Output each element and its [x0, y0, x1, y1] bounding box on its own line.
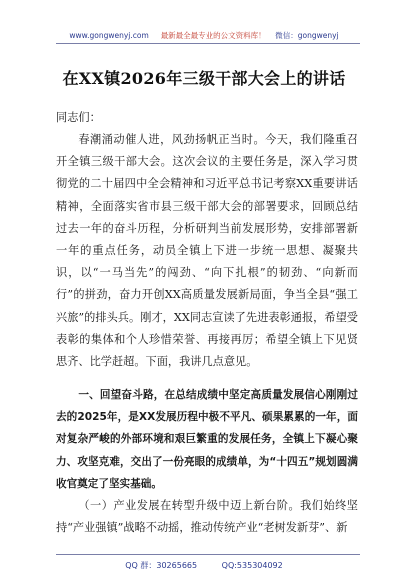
qq-contact: QQ:535304092 — [221, 561, 283, 570]
paragraph-intro: 春潮涌动催人进，风劲扬帆正当时。今天，我们隆重召开全镇三级干部大会。这次会议的主要任务是，深入学习贯彻党的二十届四中全会精神和习近平总书记考察XX重要讲话精神，全面落实省市县三级干部大会的部署要求，回顾总结过去一年的奋斗历程，分析研判当前发展形势，安排部署新一年的重点任务，动员全镇上下进一步统一思想、凝聚共识，以“一马当先”的闯劲、“向下扎根”的韧劲、“向新而行”的拼劲，奋力开创XX高质量发展新局面，争当全县“强工兴旅”的排头兵。刚才，XX同志宣读了先进表彰通报，希望受表彰的集体和个人珍惜荣誉、再接再厉；希望全镇上下见贤思齐、比学赶超。下面，我讲几点意见。 — [56, 133, 358, 369]
footer-bar — [0, 560, 408, 571]
paragraph-industry: （一）产业发展在转型升级中迈上新台阶。我们始终坚持“产业强镇”战略不动摇，推动传统产业“老树发新芽”、新 — [56, 499, 358, 535]
header-bar — [0, 30, 408, 41]
footer-divider — [56, 554, 360, 555]
site-url[interactable]: www.gongwenyj.com — [69, 31, 149, 40]
section-heading-paragraph: 一、回望奋斗路，在总结成绩中坚定高质量发展信心刚刚过去的2025年，是XX发展历程中极不平凡、硕果累累的一年，面对复杂严峻的外部环境和艰巨繁重的发展任务，全镇上下凝心聚力、攻坚克难，交出了一份亮眼的成绩单，为“十四五”规划圆满收官奠定了坚实基础。 — [56, 389, 358, 490]
header-divider — [56, 43, 360, 44]
salutation: 同志们： — [56, 111, 101, 124]
wechat-id: 微信：gongwenyj — [275, 31, 339, 40]
qq-group: QQ 群：30265665 — [125, 561, 198, 570]
document-title: 在XX镇2026年三级干部大会上的讲话 — [62, 69, 346, 88]
site-slogan: 最新最全最专业的公文资料库！ — [160, 31, 266, 40]
